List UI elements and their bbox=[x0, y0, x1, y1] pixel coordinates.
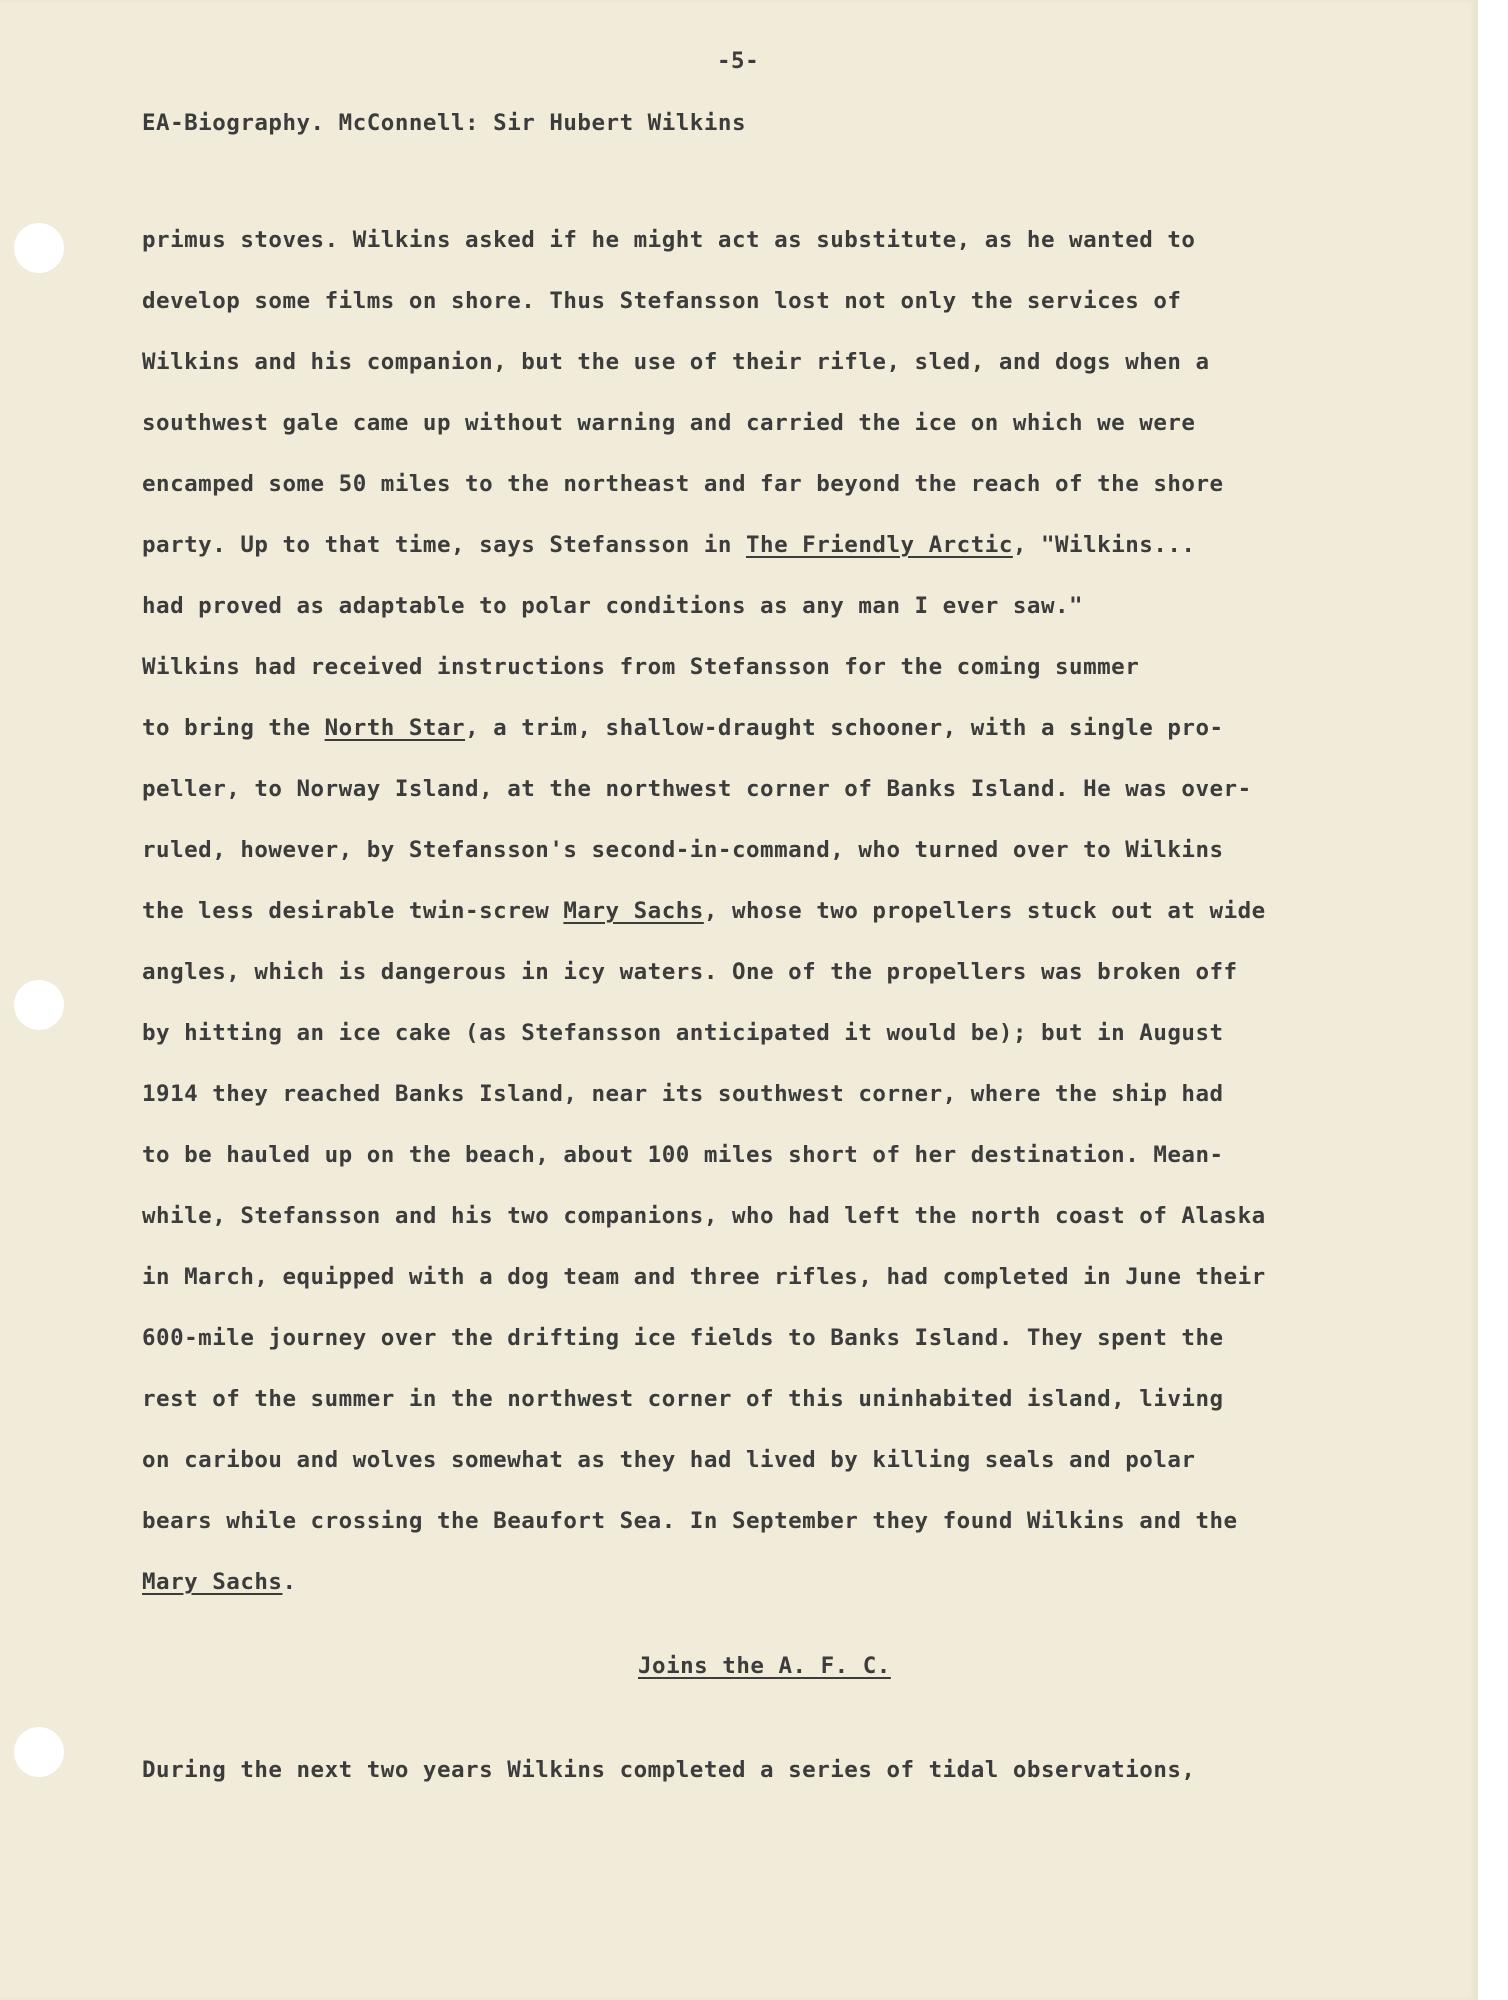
text-line bbox=[142, 698, 1266, 759]
text-line bbox=[142, 1003, 1266, 1064]
text-line bbox=[142, 1491, 1266, 1552]
text-line bbox=[142, 942, 1266, 1003]
text-segment: , whose two propellers stuck out at wide bbox=[703, 898, 1266, 924]
text-segment: on caribou and wolves somewhat as they had lived by killing seals and polar bbox=[142, 1447, 1196, 1473]
section-heading-text: Joins the A. F. C. bbox=[638, 1653, 891, 1679]
text-segment: the less desirable twin-screw bbox=[142, 898, 564, 924]
text-segment: bears while crossing the Beaufort Sea. In September they found Wilkins and the bbox=[142, 1508, 1238, 1534]
text-line bbox=[142, 454, 1224, 515]
text-segment: had proved as adaptable to polar conditions as any man I ever saw." bbox=[142, 593, 1084, 619]
text-line bbox=[142, 1064, 1266, 1125]
text-line bbox=[142, 271, 1224, 332]
text-segment: rest of the summer in the northwest corner of this uninhabited island, living bbox=[142, 1386, 1224, 1412]
text-segment: Wilkins and his companion, but the use of their rifle, sled, and dogs when a bbox=[142, 349, 1210, 375]
underlined-title: Mary Sachs bbox=[563, 898, 704, 924]
page-number: -5- bbox=[717, 48, 760, 74]
text-segment: peller, to Norway Island, at the northwest corner of Banks Island. He was over- bbox=[142, 776, 1252, 802]
text-segment: 1914 they reached Banks Island, near its southwest corner, where the ship had bbox=[142, 1081, 1224, 1107]
text-line bbox=[142, 1552, 1266, 1613]
text-segment: angles, which is dangerous in icy waters. One of the propellers was broken off bbox=[142, 959, 1238, 985]
text-line bbox=[142, 576, 1224, 637]
text-segment: party. Up to that time, says Stefansson in bbox=[142, 532, 746, 558]
text-segment: ruled, however, by Stefansson's second-in-command, who turned over to Wilkins bbox=[142, 837, 1224, 863]
text-segment: Wilkins had received instructions from Stefansson for the coming summer bbox=[142, 654, 1140, 680]
text-line bbox=[142, 210, 1224, 271]
text-segment: while, Stefansson and his two companions, who had left the north coast of Alaska bbox=[142, 1203, 1266, 1229]
text-line bbox=[142, 332, 1224, 393]
body-paragraph bbox=[142, 637, 1266, 1613]
text-line bbox=[142, 515, 1224, 576]
text-line bbox=[142, 393, 1224, 454]
body-paragraph bbox=[142, 1740, 1195, 1801]
text-segment: southwest gale came up without warning and carried the ice on which we were bbox=[142, 410, 1196, 436]
text-line bbox=[142, 1308, 1266, 1369]
underlined-title: The Friendly Arctic bbox=[745, 532, 1013, 558]
text-line bbox=[142, 881, 1266, 942]
text-line bbox=[142, 820, 1266, 881]
text-line bbox=[142, 637, 1266, 698]
running-header: EA-Biography. McConnell: Sir Hubert Wilkins bbox=[142, 110, 746, 136]
text-segment: encamped some 50 miles to the northeast and far beyond the reach of the shore bbox=[142, 471, 1224, 497]
text-segment: to be hauled up on the beach, about 100 miles short of her destination. Mean- bbox=[142, 1142, 1224, 1168]
text-segment: 600-mile journey over the drifting ice fields to Banks Island. They spent the bbox=[142, 1325, 1224, 1351]
text-segment: , a trim, shallow-draught schooner, with a single pro- bbox=[465, 715, 1224, 741]
body-paragraph bbox=[142, 210, 1224, 637]
underlined-title: Mary Sachs bbox=[142, 1569, 283, 1595]
text-segment: to bring the bbox=[142, 715, 325, 741]
text-segment: by hitting an ice cake (as Stefansson anticipated it would be); but in August bbox=[142, 1020, 1224, 1046]
text-line bbox=[142, 1125, 1266, 1186]
punch-hole bbox=[14, 980, 64, 1030]
text-segment: . bbox=[282, 1569, 297, 1595]
text-segment: primus stoves. Wilkins asked if he might act as substitute, as he wanted to bbox=[142, 227, 1196, 253]
text-segment: in March, equipped with a dog team and three rifles, had completed in June their bbox=[142, 1264, 1266, 1290]
text-segment: During the next two years Wilkins completed a series of tidal observations, bbox=[142, 1757, 1196, 1783]
section-heading bbox=[638, 1653, 891, 1679]
text-line bbox=[142, 1247, 1266, 1308]
text-line bbox=[142, 1369, 1266, 1430]
underlined-title: North Star bbox=[324, 715, 466, 741]
text-line bbox=[142, 1740, 1195, 1801]
punch-hole bbox=[14, 223, 64, 273]
text-line bbox=[142, 1186, 1266, 1247]
text-segment: develop some films on shore. Thus Stefansson lost not only the services of bbox=[142, 288, 1182, 314]
text-line bbox=[142, 1430, 1266, 1491]
text-segment: , "Wilkins... bbox=[1012, 532, 1196, 558]
punch-hole bbox=[14, 1727, 64, 1777]
text-line bbox=[142, 759, 1266, 820]
